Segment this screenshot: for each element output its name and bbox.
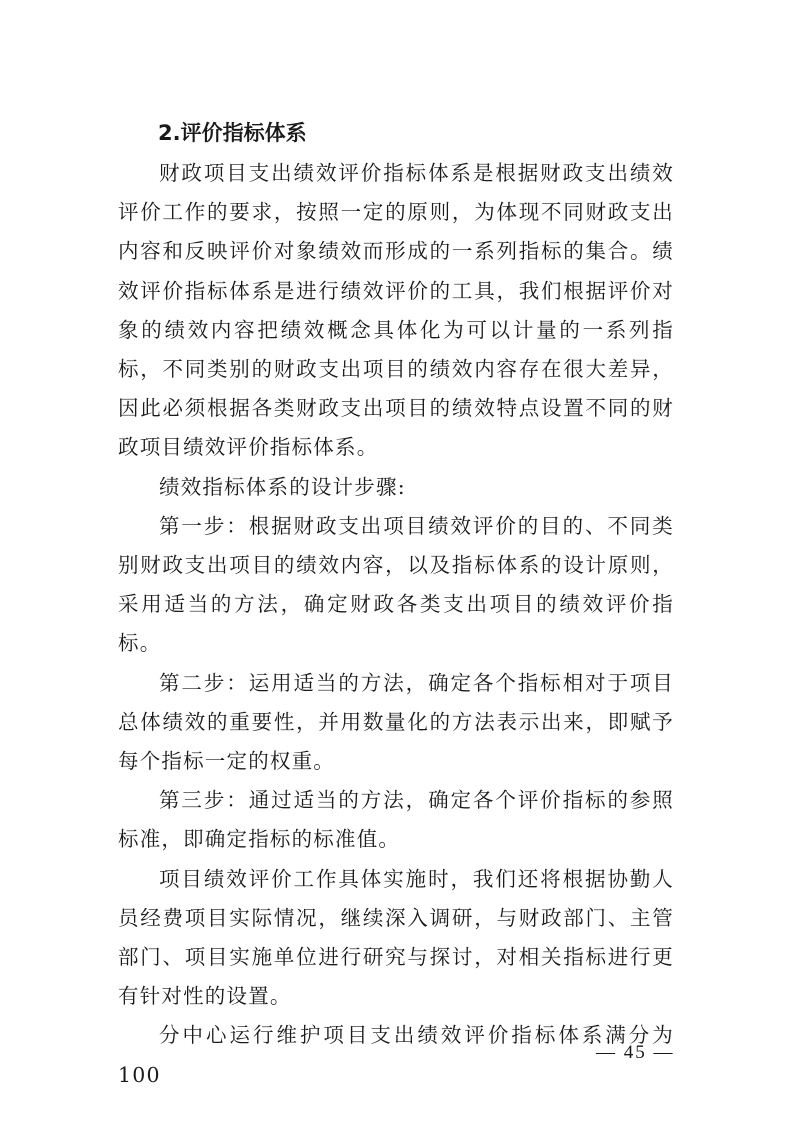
paragraph-implementation: 项目绩效评价工作具体实施时，我们还将根据协勤人员经费项目实际情况，继续深入调研，与财政部门、主管部门、项目实施单位进行研究与探讨，对相关指标进行更有针对性的设置。 [118, 866, 674, 1009]
paragraph-step-two: 第二步：运用适当的方法，确定各个指标相对于项目总体绩效的重要性，并用数量化的方法表示出来，即赋予每个指标一定的权重。 [118, 670, 674, 774]
paragraph-step-three: 第三步：通过适当的方法，确定各个评价指标的参照标准，即确定指标的标准值。 [118, 788, 674, 852]
paragraph-step-one: 第一步：根据财政支出项目绩效评价的目的、不同类别财政支出项目的绩效内容，以及指标体系的设计原则，采用适当的方法，确定财政各类支出项目的绩效评价指标。 [118, 513, 674, 656]
page-number: — 45 — [596, 1042, 675, 1063]
document-body [118, 112, 674, 1095]
section-heading: 2.评价指标体系 [158, 121, 307, 145]
paragraph-score-total: 分中心运行维护项目支出绩效评价指标体系满分为 100 [118, 1023, 674, 1087]
paragraph-indicator-system-definition: 财政项目支出绩效评价指标体系是根据财政支出绩效评价工作的要求，按照一定的原则，为体现不同财政支出内容和反映评价对象绩效而形成的一系列指标的集合。绩效评价指标体系是进行绩效评价的工具，我们根据评价对象的绩效内容把绩效概念具体化为可以计量的一系列指标，不同类别的财政支出项目的绩效内容存在很大差异，因此必须根据各类财政支出项目的绩效特点设置不同的财政项目绩效评价指标体系。 [118, 161, 674, 460]
paragraph-design-steps-intro: 绩效指标体系的设计步骤: [159, 474, 406, 499]
